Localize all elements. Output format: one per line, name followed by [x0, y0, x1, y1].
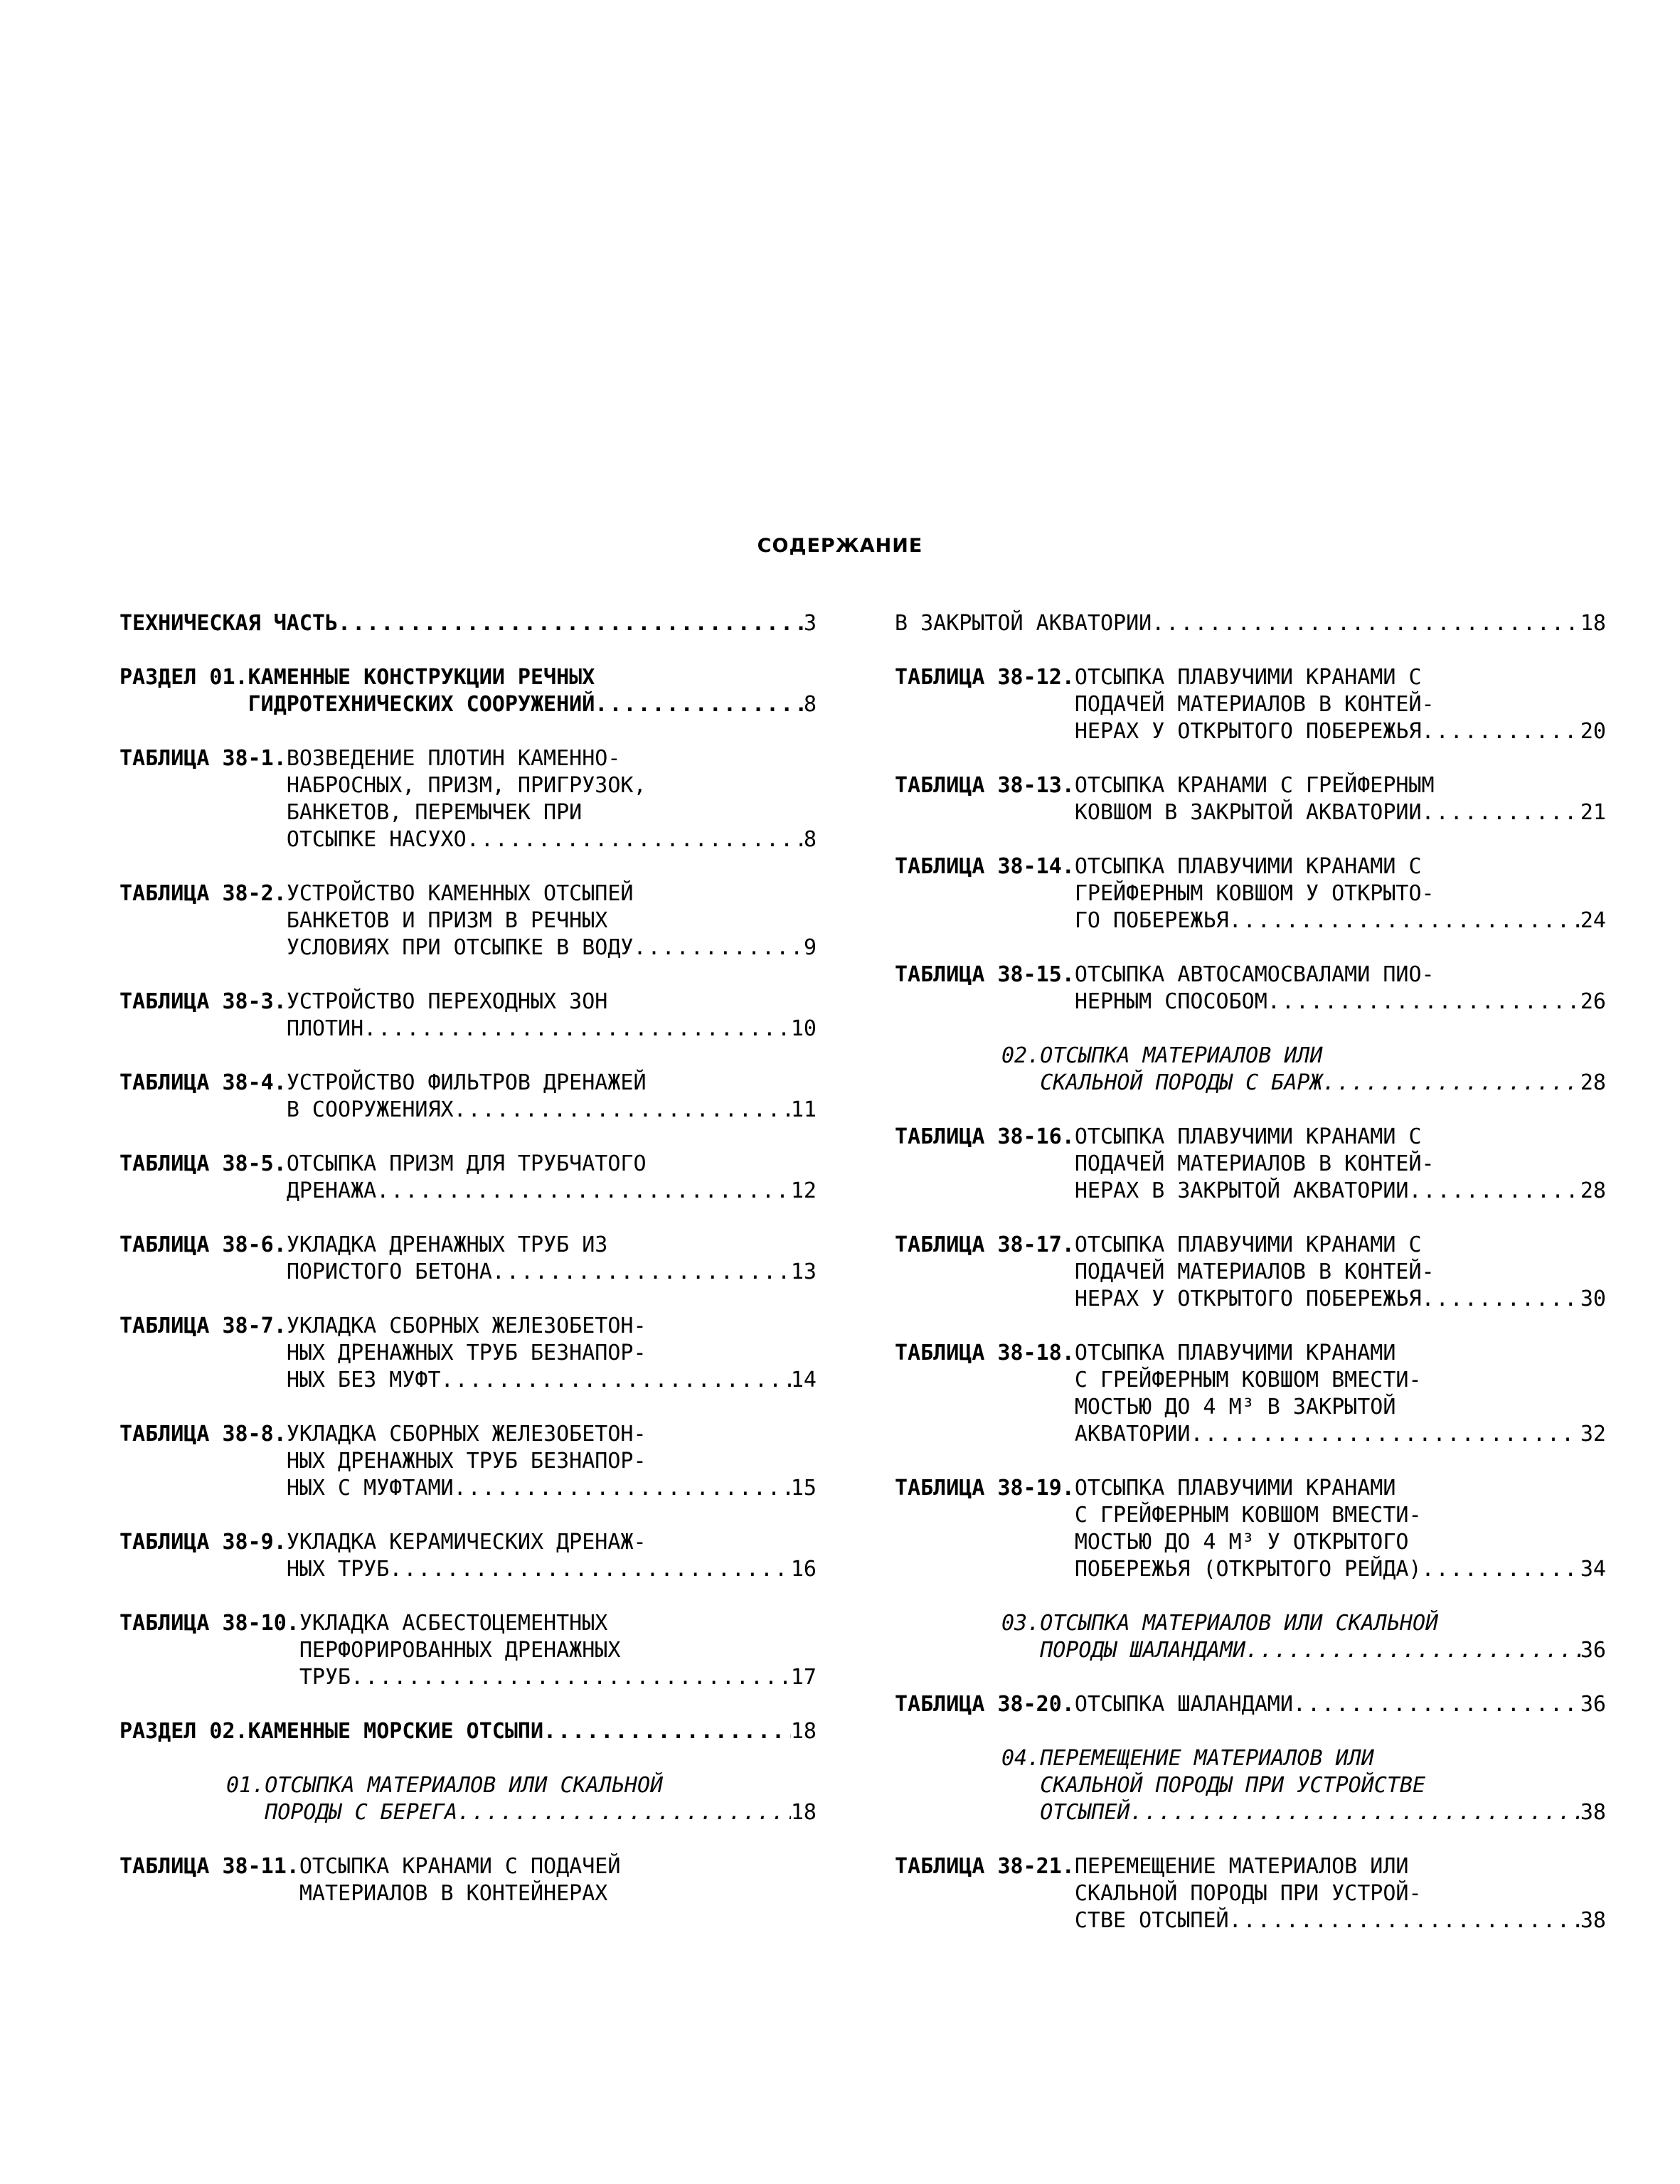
toc-entry-line: ОТСЫПКА МАТЕРИАЛОВ ИЛИ СКАЛЬНОЙ	[1040, 1611, 1439, 1636]
toc-entry-body	[287, 1070, 817, 1124]
toc-entry-last-line	[287, 1016, 817, 1043]
toc-entry-text: КАМЕННЫЕ МОРСКИЕ ОТСЫПИ	[248, 1719, 544, 1744]
toc-entry-last-line	[1075, 799, 1606, 826]
toc-entry-text: УСЛОВИЯХ ПРИ ОТСЫПКЕ В ВОДУ	[286, 935, 634, 960]
toc-entry-body	[287, 1313, 817, 1394]
page-number: 38	[1580, 1800, 1606, 1825]
toc-entry-label: ТАБЛИЦА 38-15.	[895, 962, 1075, 987]
toc-entry	[895, 1745, 1606, 1826]
page-number: 21	[1580, 800, 1606, 825]
toc-entry-label: ТАБЛИЦА 38-10.	[119, 1611, 299, 1636]
toc-entry-text: ПОБЕРЕЖЬЯ (ОТКРЫТОГО РЕЙДА)	[1074, 1557, 1422, 1582]
leader-dots	[1130, 1799, 1580, 1826]
leader-dots	[543, 1718, 791, 1745]
toc-entry-label: ТАБЛИЦА 38-5.	[119, 1151, 287, 1176]
toc-entry-text: ОТСЫПКА ШАЛАНДАМИ	[1074, 1692, 1293, 1717]
toc-entry-text: СКАЛЬНОЙ ПОРОДЫ С БАРЖ	[1040, 1070, 1323, 1095]
page-number: 18	[1580, 611, 1606, 636]
toc-entry-text: ОТСЫПЕЙ	[1040, 1800, 1130, 1825]
toc-entry-label: РАЗДЕЛ 02.	[119, 1719, 248, 1744]
toc-entry-last-line	[119, 610, 817, 637]
toc-entry-body	[1075, 1124, 1606, 1205]
toc-entry-last-line	[265, 1799, 817, 1826]
toc-entry-body	[1075, 772, 1606, 826]
toc-entry-last-line	[287, 1259, 817, 1286]
page-number: 32	[1580, 1422, 1606, 1447]
toc-entry-line: ОТСЫПКА ПЛАВУЧИМИ КРАНАМИ С	[1074, 665, 1422, 690]
toc-entry-text: НЕРНЫМ СПОСОБОМ	[1074, 989, 1267, 1014]
toc-entry-label: ТАБЛИЦА 38-18.	[895, 1341, 1075, 1365]
toc-entry-text: ДРЕНАЖА	[286, 1178, 377, 1203]
toc-entry-last-line	[248, 1718, 817, 1745]
leader-dots	[1422, 718, 1580, 745]
toc-entry-body	[1040, 1610, 1606, 1664]
toc-entry-label: ТАБЛИЦА 38-14.	[895, 854, 1075, 879]
toc-entry-last-line	[1075, 1556, 1606, 1583]
toc-entry-line: ОТСЫПКА ПЛАВУЧИМИ КРАНАМИ С	[1074, 1232, 1422, 1257]
toc-entry-last-line	[1040, 1070, 1606, 1097]
toc-entry	[119, 610, 817, 637]
toc-entry	[895, 1691, 1606, 1718]
toc-entry	[895, 664, 1606, 745]
toc-entry-line: НАБРОСНЫХ, ПРИЗМ, ПРИГРУЗОК,	[286, 773, 647, 798]
leader-dots	[1293, 1691, 1580, 1718]
toc-entry-body	[1075, 853, 1606, 934]
toc-entry-line: ПЕРЕМЕЩЕНИЕ МАТЕРИАЛОВ ИЛИ	[1074, 1854, 1409, 1879]
page-number: 3	[803, 611, 817, 636]
page-number: 24	[1580, 908, 1606, 933]
toc-entry-line: ОТСЫПКА КРАНАМИ С ПОДАЧЕЙ	[299, 1854, 621, 1879]
toc-entry-line: УКЛАДКА ДРЕНАЖНЫХ ТРУБ ИЗ	[286, 1232, 608, 1257]
page-number: 17	[790, 1665, 817, 1690]
toc-entry-line: ГРЕЙФЕРНЫМ КОВШОМ У ОТКРЫТО-	[1074, 881, 1435, 906]
toc-entry-body	[1075, 1853, 1606, 1934]
toc-entry-label: ТАБЛИЦА 38-7.	[119, 1314, 287, 1338]
toc-entry	[119, 880, 817, 962]
toc-entry-text: ПЛОТИН	[286, 1016, 364, 1041]
toc-entry-last-line	[287, 934, 817, 962]
leader-dots	[595, 691, 804, 718]
toc-entry-text: НЕРАХ У ОТКРЫТОГО ПОБЕРЕЖЬЯ	[1074, 719, 1422, 744]
toc-entry-line: ОТСЫПКА ПЛАВУЧИМИ КРАНАМИ С	[1074, 1124, 1422, 1149]
toc-entry-line: УКЛАДКА КЕРАМИЧЕСКИХ ДРЕНАЖ-	[286, 1530, 647, 1555]
toc-entry-label: ТАБЛИЦА 38-20.	[895, 1692, 1075, 1717]
toc-entry-label: ТАБЛИЦА 38-13.	[895, 773, 1075, 798]
toc-entry-last-line	[299, 1664, 817, 1691]
page-number: 28	[1580, 1178, 1606, 1203]
toc-entry-label: ТАБЛИЦА 38-16.	[895, 1124, 1075, 1149]
toc-entry-last-line	[1075, 1907, 1606, 1934]
toc-entry	[895, 1610, 1606, 1664]
toc-entry-line: ОТСЫПКА МАТЕРИАЛОВ ИЛИ	[1040, 1043, 1323, 1068]
toc-entry-line: СКАЛЬНОЙ ПОРОДЫ ПРИ УСТРОЙСТВЕ	[1040, 1773, 1426, 1798]
toc-entry-line: ПОДАЧЕЙ МАТЕРИАЛОВ В КОНТЕЙ-	[1074, 1259, 1435, 1284]
toc-entry-label: ТАБЛИЦА 38-2.	[119, 881, 287, 906]
toc-entry-line: НЫХ ДРЕНАЖНЫХ ТРУБ БЕЗНАПОР-	[286, 1341, 647, 1365]
toc-entry-last-line	[1075, 718, 1606, 745]
toc-entry	[119, 1421, 817, 1502]
toc-entry-line: БАНКЕТОВ И ПРИЗМ В РЕЧНЫХ	[286, 908, 608, 933]
page-number: 18	[790, 1719, 817, 1744]
toc-entry-line: СКАЛЬНОЙ ПОРОДЫ ПРИ УСТРОЙ-	[1074, 1881, 1422, 1906]
leader-dots	[338, 610, 804, 637]
toc-entry-line: ПЕРФОРИРОВАННЫХ ДРЕНАЖНЫХ	[299, 1638, 621, 1663]
toc-entry-body	[1075, 1340, 1606, 1448]
toc-entry-body	[1075, 664, 1606, 745]
toc-entry-body	[287, 1232, 817, 1286]
toc-entry-body	[265, 1772, 817, 1826]
page-title: СОДЕРЖАНИЕ	[757, 535, 923, 557]
toc-entry-last-line	[1075, 907, 1606, 934]
toc-entry-last-line	[1075, 1691, 1606, 1718]
leader-dots	[376, 1178, 791, 1205]
toc-entry-line: ОТСЫПКА МАТЕРИАЛОВ ИЛИ СКАЛЬНОЙ	[265, 1773, 664, 1798]
leader-dots	[1422, 799, 1580, 826]
toc-entry-line: ОТСЫПКА ПЛАВУЧИМИ КРАНАМИ	[1074, 1341, 1396, 1365]
toc-entry-body	[287, 880, 817, 962]
toc-entry-body	[1075, 1475, 1606, 1583]
page-number: 8	[803, 692, 817, 717]
leader-dots	[1408, 1178, 1580, 1205]
toc-entry-line: ПОДАЧЕЙ МАТЕРИАЛОВ В КОНТЕЙ-	[1074, 1151, 1435, 1176]
page-number: 16	[790, 1557, 817, 1582]
toc-entry-body	[119, 610, 817, 637]
toc-entry-label: 04.	[1001, 1746, 1041, 1771]
leader-dots	[1323, 1070, 1580, 1097]
toc-entry-last-line	[1075, 1421, 1606, 1448]
toc-entry-line: ОТСЫПКА АВТОСАМОСВАЛАМИ ПИО-	[1074, 962, 1435, 987]
toc-entry-label: ТАБЛИЦА 38-21.	[895, 1854, 1075, 1879]
toc-entry-body	[299, 1610, 817, 1691]
toc-entry-body	[287, 1151, 817, 1205]
toc-entry-text: НЫХ ТРУБ	[286, 1557, 390, 1582]
toc-entry	[895, 1475, 1606, 1583]
toc-entry-last-line	[1075, 1178, 1606, 1205]
page-number: 36	[1580, 1638, 1606, 1663]
toc-entry-text: ПОРОДЫ ШАЛАНДАМИ	[1040, 1638, 1246, 1663]
page-number: 30	[1580, 1287, 1606, 1311]
toc-entry-label: ТАБЛИЦА 38-19.	[895, 1476, 1075, 1501]
leader-dots	[492, 1259, 791, 1286]
toc-entry	[895, 1043, 1606, 1097]
page-number: 28	[1580, 1070, 1606, 1095]
toc-entry-text: ТЕХНИЧЕСКАЯ ЧАСТЬ	[119, 611, 339, 636]
toc-entry	[119, 1853, 817, 1907]
page-number: 26	[1580, 989, 1606, 1014]
toc-entry-label: ТАБЛИЦА 38-9.	[119, 1530, 287, 1555]
toc-entry-line: ОТСЫПКА КРАНАМИ С ГРЕЙФЕРНЫМ	[1074, 773, 1435, 798]
toc-entry	[119, 745, 817, 853]
leader-dots	[1267, 989, 1580, 1016]
toc-entry-label: 01.	[226, 1773, 265, 1798]
toc-entry-text: В ЗАКРЫТОЙ АКВАТОРИИ	[895, 611, 1152, 636]
leader-dots	[467, 826, 804, 853]
toc-entry-last-line	[1075, 1286, 1606, 1313]
leader-dots	[1422, 1286, 1580, 1313]
toc-entry-label: ТАБЛИЦА 38-8.	[119, 1422, 287, 1447]
toc-entry-line: ОТСЫПКА ПРИЗМ ДЛЯ ТРУБЧАТОГО	[286, 1151, 647, 1176]
toc-entry-line: БАНКЕТОВ, ПЕРЕМЫЧЕК ПРИ	[286, 800, 583, 825]
toc-entry-line: С ГРЕЙФЕРНЫМ КОВШОМ ВМЕСТИ-	[1074, 1368, 1422, 1392]
toc-entry-last-line	[287, 826, 817, 853]
leader-dots	[441, 1367, 791, 1394]
leader-dots	[454, 1475, 791, 1502]
leader-dots	[1229, 907, 1580, 934]
toc-entry-text: ПОРОДЫ С БЕРЕГА	[265, 1800, 458, 1825]
toc-entry-last-line	[287, 1178, 817, 1205]
leader-dots	[633, 934, 803, 962]
page-number: 13	[790, 1259, 817, 1284]
leader-dots	[389, 1556, 791, 1583]
toc-entry-line: ПОДАЧЕЙ МАТЕРИАЛОВ В КОНТЕЙ-	[1074, 692, 1435, 717]
toc-entry-text: НЕРАХ В ЗАКРЫТОЙ АКВАТОРИИ	[1074, 1178, 1409, 1203]
toc-entry-line: УСТРОЙСТВО КАМЕННЫХ ОТСЫПЕЙ	[286, 881, 634, 906]
toc-entry-text: ГИДРОТЕХНИЧЕСКИХ СООРУЖЕНИЙ	[248, 692, 595, 717]
toc-entry-line: ОТСЫПКА ПЛАВУЧИМИ КРАНАМИ С	[1074, 854, 1422, 879]
toc-entry-label: ТАБЛИЦА 38-6.	[119, 1232, 287, 1257]
toc-entry-last-line	[248, 691, 817, 718]
page-number: 38	[1580, 1908, 1606, 1933]
toc-entry-text: ОТСЫПКЕ НАСУХО	[286, 827, 467, 852]
toc-entry-text: НЫХ С МУФТАМИ	[286, 1476, 454, 1501]
leader-dots	[351, 1664, 791, 1691]
page-number: 9	[803, 935, 817, 960]
toc-entry	[895, 962, 1606, 1016]
toc-entry-body	[248, 1718, 817, 1745]
toc-entry	[119, 989, 817, 1043]
toc-entry-line: НЫХ ДРЕНАЖНЫХ ТРУБ БЕЗНАПОР-	[286, 1449, 647, 1474]
toc-entry-last-line	[1075, 989, 1606, 1016]
leader-dots	[457, 1799, 791, 1826]
toc-entry-label: ТАБЛИЦА 38-4.	[119, 1070, 287, 1095]
toc-entry-text: ПОРИСТОГО БЕТОНА	[286, 1259, 492, 1284]
toc-entry-line: МАТЕРИАЛОВ В КОНТЕЙНЕРАХ	[299, 1881, 608, 1906]
page-number: 36	[1580, 1692, 1606, 1717]
toc-entry-line: ВОЗВЕДЕНИЕ ПЛОТИН КАМЕННО-	[286, 746, 621, 771]
toc-entry	[895, 610, 1606, 637]
toc-entry-text: НЫХ БЕЗ МУФТ	[286, 1368, 441, 1392]
toc-entry-body	[287, 989, 817, 1043]
toc-entry	[119, 1313, 817, 1394]
page-number: 14	[790, 1368, 817, 1392]
toc-left-column	[119, 610, 817, 1934]
toc-entry-last-line	[287, 1367, 817, 1394]
toc-entry-text: В СООРУЖЕНИЯХ	[286, 1097, 454, 1122]
toc-entry	[895, 1340, 1606, 1448]
toc-entry-last-line	[287, 1097, 817, 1124]
leader-dots	[1229, 1907, 1580, 1934]
page-number: 8	[803, 827, 817, 852]
leader-dots	[1245, 1637, 1580, 1664]
leader-dots	[1422, 1556, 1580, 1583]
page-number: 18	[790, 1800, 817, 1825]
page-number: 20	[1580, 719, 1606, 744]
toc-entry-line: МОСТЬЮ ДО 4 М³ У ОТКРЫТОГО	[1074, 1530, 1409, 1555]
toc-entry-line: УКЛАДКА СБОРНЫХ ЖЕЛЕЗОБЕТОН-	[286, 1422, 647, 1447]
leader-dots	[363, 1016, 791, 1043]
toc-entry-line: УКЛАДКА СБОРНЫХ ЖЕЛЕЗОБЕТОН-	[286, 1314, 647, 1338]
toc-entry-body	[287, 1421, 817, 1502]
toc-entry-label: ТАБЛИЦА 38-1.	[119, 746, 287, 771]
leader-dots	[454, 1097, 791, 1124]
toc-entry-last-line	[287, 1556, 817, 1583]
toc-entry-body	[287, 745, 817, 853]
toc-entry-body	[299, 1853, 817, 1907]
toc-entry-line: С ГРЕЙФЕРНЫМ КОВШОМ ВМЕСТИ-	[1074, 1503, 1422, 1528]
toc-entry-label: ТАБЛИЦА 38-3.	[119, 989, 287, 1014]
toc-entry-line: УСТРОЙСТВО ФИЛЬТРОВ ДРЕНАЖЕЙ	[286, 1070, 647, 1095]
toc-entry-label: ТАБЛИЦА 38-17.	[895, 1232, 1075, 1257]
toc-entry-last-line	[895, 610, 1606, 637]
toc-entry-line: МОСТЬЮ ДО 4 М³ В ЗАКРЫТОЙ	[1074, 1395, 1396, 1419]
toc-entry-line: КАМЕННЫЕ КОНСТРУКЦИИ РЕЧНЫХ	[248, 665, 595, 690]
toc-entry	[119, 1529, 817, 1583]
toc-entry-last-line	[1040, 1637, 1606, 1664]
toc-entry-label: ТАБЛИЦА 38-12.	[895, 665, 1075, 690]
toc-entry	[119, 1232, 817, 1286]
toc-entry-line: УКЛАДКА АСБЕСТОЦЕМЕНТНЫХ	[299, 1611, 608, 1636]
toc-entry-body	[248, 664, 817, 718]
toc-entry-body	[1075, 1691, 1606, 1718]
toc-entry-text: КОВШОМ В ЗАКРЫТОЙ АКВАТОРИИ	[1074, 800, 1422, 825]
toc-entry-line: УСТРОЙСТВО ПЕРЕХОДНЫХ ЗОН	[286, 989, 608, 1014]
toc-entry-body	[1040, 1043, 1606, 1097]
toc-entry-body	[287, 1529, 817, 1583]
page-number: 10	[790, 1016, 817, 1041]
toc-entry	[119, 664, 817, 718]
toc-entry-label: 02.	[1001, 1043, 1041, 1068]
leader-dots	[1190, 1421, 1580, 1448]
page-number: 11	[790, 1097, 817, 1122]
toc-entry	[119, 1772, 817, 1826]
toc-entry	[895, 1853, 1606, 1934]
toc-entry-label: РАЗДЕЛ 01.	[119, 665, 248, 690]
toc-entry	[119, 1718, 817, 1745]
toc-entry	[895, 1124, 1606, 1205]
toc-entry-text: СТВЕ ОТСЫПЕЙ	[1074, 1908, 1229, 1933]
toc-entry	[895, 853, 1606, 934]
toc-entry-last-line	[1040, 1799, 1606, 1826]
page-number: 12	[790, 1178, 817, 1203]
toc-entry-last-line	[287, 1475, 817, 1502]
toc-right-column	[895, 610, 1606, 1961]
toc-entry-label: 03.	[1001, 1611, 1041, 1636]
page-number: 15	[790, 1476, 817, 1501]
toc-entry-line: ПЕРЕМЕЩЕНИЕ МАТЕРИАЛОВ ИЛИ	[1040, 1746, 1374, 1771]
toc-entry-text: ТРУБ	[299, 1665, 351, 1690]
toc-entry	[895, 772, 1606, 826]
page-number: 34	[1580, 1557, 1606, 1582]
toc-entry	[119, 1610, 817, 1691]
toc-entry-body	[1075, 962, 1606, 1016]
toc-entry-label: ТАБЛИЦА 38-11.	[119, 1854, 299, 1879]
toc-entry-line: ОТСЫПКА ПЛАВУЧИМИ КРАНАМИ	[1074, 1476, 1396, 1501]
toc-entry	[119, 1151, 817, 1205]
toc-entry-body	[1075, 1232, 1606, 1313]
toc-entry-text: ГО ПОБЕРЕЖЬЯ	[1074, 908, 1229, 933]
toc-entry-text: НЕРАХ У ОТКРЫТОГО ПОБЕРЕЖЬЯ	[1074, 1287, 1422, 1311]
toc-entry	[895, 1232, 1606, 1313]
toc-entry-body	[1040, 1745, 1606, 1826]
toc-entry-text: АКВАТОРИИ	[1074, 1422, 1191, 1447]
toc-entry	[119, 1070, 817, 1124]
toc-entry-body	[895, 610, 1606, 637]
leader-dots	[1152, 610, 1580, 637]
